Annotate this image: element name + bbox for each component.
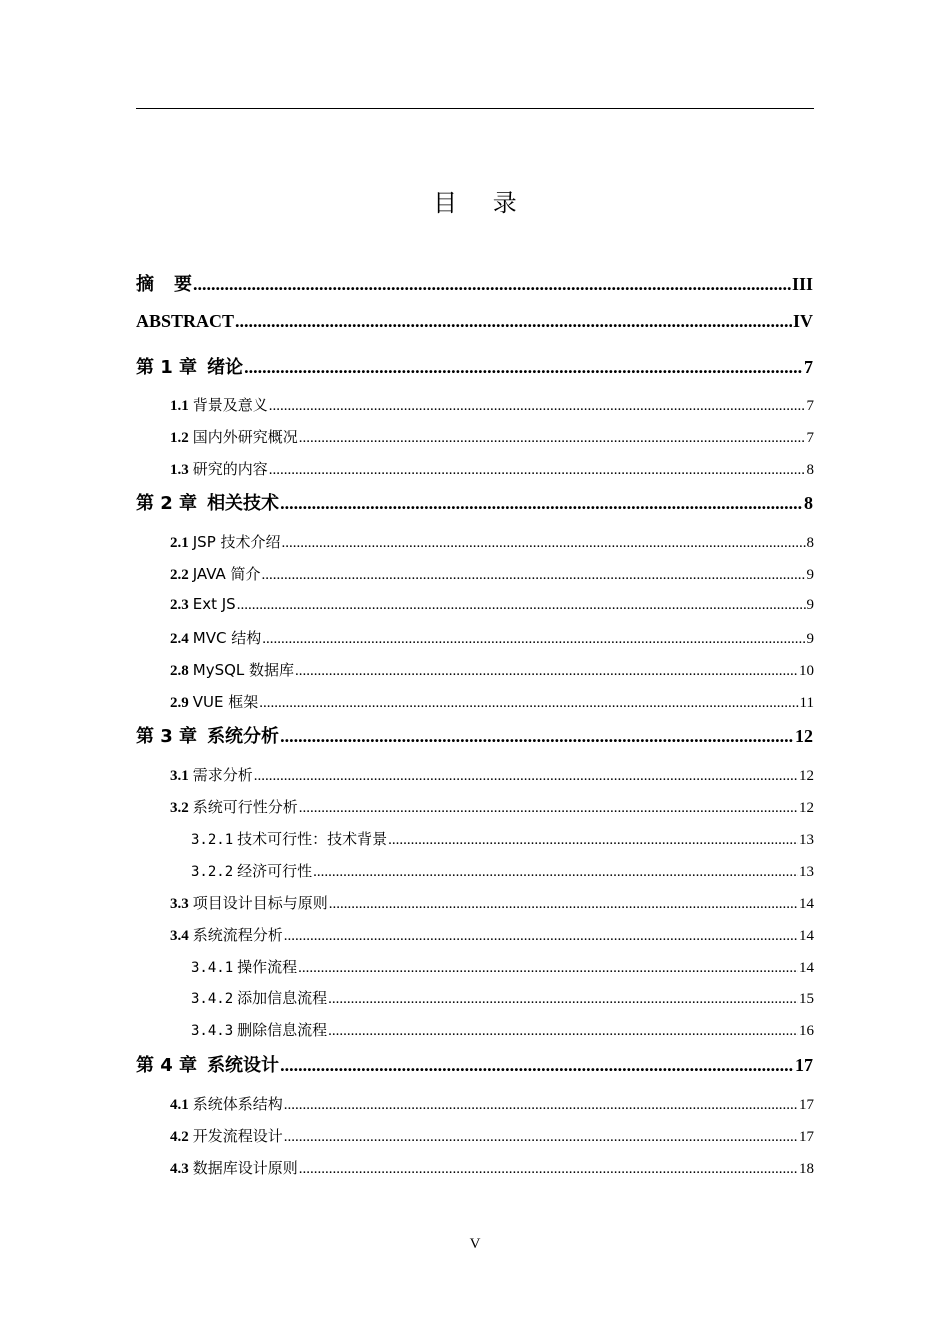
toc-leader-dots — [269, 398, 806, 415]
toc-leader-dots — [282, 535, 806, 552]
toc-entry-page: 9 — [806, 631, 814, 647]
toc-entry-title: 经济可行性 — [237, 862, 313, 880]
toc-entry-title: 绪论 — [207, 357, 244, 378]
toc-entry-page: 14 — [799, 896, 814, 912]
toc-entry-label — [170, 426, 298, 447]
toc-leader-dots — [193, 274, 791, 295]
toc-entry-label — [191, 956, 297, 977]
toc-entry[interactable] — [191, 860, 814, 881]
toc-entry-title: 背景及意义 — [192, 396, 268, 414]
toc-entry-number: 第 4 章 — [136, 1055, 198, 1076]
toc-entry-label — [191, 1019, 327, 1040]
toc-entry-number: 3.2.1 — [191, 832, 234, 848]
toc-entry-title: 国内外研究概况 — [192, 428, 298, 446]
toc-entry-number: 第 1 章 — [136, 357, 198, 378]
toc-entry-page: 17 — [795, 1055, 813, 1075]
toc-entry-number: 4.2 — [170, 1129, 189, 1145]
toc-leader-dots — [235, 311, 792, 332]
toc-entry-label — [191, 828, 387, 849]
toc-entry-number: 3.4.1 — [191, 960, 234, 976]
toc-entry-title: 系统体系结构 — [192, 1095, 283, 1113]
toc-leader-dots — [259, 695, 798, 712]
toc-entry-label — [170, 1093, 283, 1114]
toc-entry[interactable] — [191, 956, 814, 977]
toc-entry-label — [170, 1157, 298, 1178]
toc-entry-title: 需求分析 — [192, 766, 253, 784]
toc-entry-number: 摘 — [136, 274, 154, 295]
toc-entry-label — [170, 892, 328, 913]
toc-leader-dots — [388, 832, 798, 849]
toc-entry-number: 4.1 — [170, 1097, 189, 1113]
toc-entry-page: 7 — [806, 398, 814, 414]
header-rule — [136, 108, 814, 109]
toc-entry-number: 2.4 — [170, 631, 189, 647]
toc-leader-dots — [313, 864, 798, 881]
toc-entry-number: 1.3 — [170, 462, 189, 478]
toc-entry-title: 开发流程设计 — [192, 1127, 283, 1145]
toc-entry-title: 操作流程 — [237, 958, 298, 976]
toc-entry-number: 1.1 — [170, 398, 189, 414]
toc-entry[interactable] — [170, 764, 814, 785]
toc-entry-page: IV — [792, 311, 813, 331]
toc-leader-dots — [299, 800, 798, 817]
toc-entry-number: 2.8 — [170, 663, 189, 679]
toc-leader-dots — [328, 991, 798, 1008]
toc-leader-dots — [269, 462, 806, 479]
toc-entry[interactable] — [170, 796, 814, 817]
toc-entry-page: 7 — [806, 430, 814, 446]
toc-leader-dots — [329, 896, 798, 913]
toc-entry-label — [170, 595, 236, 614]
toc-entry-title: 系统流程分析 — [192, 926, 283, 944]
toc-leader-dots — [280, 493, 803, 514]
toc-leader-dots — [299, 1161, 798, 1178]
toc-entry-number: 3.3 — [170, 896, 189, 912]
toc-leader-dots — [244, 357, 803, 378]
toc-entry-title: 数据库设计原则 — [192, 1159, 298, 1177]
toc-entry-label — [136, 270, 192, 296]
toc-entry-number: 3.2 — [170, 800, 189, 816]
toc-entry-number: 3.4.3 — [191, 1023, 234, 1039]
toc-entry-page: 14 — [799, 928, 814, 944]
toc-entry-title: 相关技术 — [207, 493, 280, 514]
toc-entry-number: 第 3 章 — [136, 726, 198, 747]
toc-entry-label — [170, 764, 253, 785]
toc-entry-label — [136, 722, 279, 748]
toc-entry-page: 8 — [804, 493, 813, 513]
toc-entry-page: 16 — [799, 1023, 814, 1039]
toc-entry-page: 14 — [799, 960, 814, 976]
toc-entry[interactable] — [136, 722, 813, 748]
toc-entry-label — [170, 924, 283, 945]
toc-leader-dots — [284, 928, 798, 945]
toc-entry[interactable] — [170, 1157, 814, 1178]
toc-entry-page: 11 — [799, 695, 814, 711]
toc-entry-label — [170, 627, 261, 648]
toc-entry-label — [170, 394, 268, 415]
toc-entry-label — [170, 531, 281, 552]
toc-entry[interactable] — [170, 458, 814, 479]
toc-entry-label — [136, 311, 234, 332]
toc-entry-page: 9 — [806, 597, 814, 613]
toc-entry[interactable] — [170, 531, 814, 552]
toc-entry[interactable] — [136, 270, 813, 296]
toc-entry[interactable] — [170, 394, 814, 415]
toc-entry-title: MVC 结构 — [192, 629, 262, 647]
toc-entry-label — [170, 1125, 283, 1146]
toc-entry-page: 7 — [804, 357, 813, 377]
toc-entry-title: MySQL 数据库 — [192, 661, 295, 679]
toc-entry[interactable] — [170, 691, 814, 712]
toc-entry-number: 第 2 章 — [136, 493, 198, 514]
page-title: 目 录 — [433, 189, 531, 217]
toc-entry[interactable] — [191, 1019, 814, 1040]
toc-entry-label — [170, 563, 261, 584]
toc-leader-dots — [237, 597, 806, 614]
toc-entry-page: 17 — [799, 1097, 814, 1113]
toc-entry-page: 13 — [799, 832, 814, 848]
toc-entry-label — [170, 458, 268, 479]
toc-entry[interactable] — [191, 987, 814, 1008]
toc-entry-title: JAVA 简介 — [192, 565, 261, 583]
toc-entry-title: 项目设计目标与原则 — [192, 894, 328, 912]
toc-entry-page: 9 — [806, 567, 814, 583]
toc-entry-title: 系统分析 — [207, 726, 280, 747]
toc-leader-dots — [298, 960, 798, 977]
toc-entry[interactable] — [170, 627, 814, 648]
toc-entry-page: 8 — [806, 535, 814, 551]
toc-leader-dots — [328, 1023, 798, 1040]
toc-entry-title: JSP 技术介绍 — [192, 533, 281, 551]
toc-entry[interactable] — [170, 924, 814, 945]
toc-entry-title: 系统设计 — [207, 1055, 280, 1076]
toc-entry-label — [136, 489, 279, 515]
toc-entry-label — [136, 1051, 279, 1077]
toc-entry-label — [170, 796, 298, 817]
toc-entry[interactable] — [170, 426, 814, 447]
toc-entry-page: 12 — [799, 800, 814, 816]
toc-entry-title: 要 — [174, 274, 192, 295]
toc-entry-page: 15 — [799, 991, 814, 1007]
toc-entry[interactable] — [136, 489, 813, 515]
toc-entry[interactable] — [170, 892, 814, 913]
toc-leader-dots — [284, 1097, 798, 1114]
toc-entry-page: 8 — [806, 462, 814, 478]
toc-entry-page: 17 — [799, 1129, 814, 1145]
toc-entry-title: 研究的内容 — [192, 460, 268, 478]
toc-entry-title: 删除信息流程 — [237, 1021, 328, 1039]
toc-entry-number: 3.4 — [170, 928, 189, 944]
toc-leader-dots — [284, 1129, 798, 1146]
toc-entry-title: Ext JS — [192, 595, 236, 613]
toc-entry-label — [170, 691, 258, 712]
toc-leader-dots — [254, 768, 798, 785]
toc-entry-label — [191, 860, 312, 881]
toc-entry-number: 1.2 — [170, 430, 189, 446]
toc-leader-dots — [262, 631, 805, 648]
toc-leader-dots — [299, 430, 806, 447]
toc-entry-page: 13 — [799, 864, 814, 880]
toc-leader-dots — [280, 726, 794, 747]
toc-entry-number: 4.3 — [170, 1161, 189, 1177]
toc-entry[interactable] — [170, 595, 814, 614]
toc-entry-number: 3.1 — [170, 768, 189, 784]
toc-entry[interactable] — [170, 659, 814, 680]
toc-entry-title: VUE 框架 — [192, 693, 259, 711]
toc-entry-label — [136, 353, 243, 379]
toc-entry-title: ABSTRACT — [136, 311, 235, 331]
toc-entry-title: 添加信息流程 — [237, 989, 328, 1007]
toc-entry-number: 3.2.2 — [191, 864, 234, 880]
page-number: V — [469, 1236, 481, 1252]
toc-entry[interactable] — [170, 1093, 814, 1114]
toc-leader-dots — [280, 1055, 794, 1076]
toc-entry[interactable] — [136, 311, 813, 332]
toc-entry-title: 系统可行性分析 — [192, 798, 298, 816]
toc-entry-title: 技术可行性：技术背景 — [237, 830, 388, 848]
toc-entry-page: 12 — [799, 768, 814, 784]
toc-entry-number: 3.4.2 — [191, 991, 234, 1007]
toc-entry-label — [170, 659, 294, 680]
toc-entry-number: 2.2 — [170, 567, 189, 583]
toc-leader-dots — [262, 567, 806, 584]
toc-entry-page: 18 — [799, 1161, 814, 1177]
toc-entry[interactable] — [170, 1125, 814, 1146]
toc-entry[interactable] — [170, 563, 814, 584]
toc-entry[interactable] — [191, 828, 814, 849]
toc-entry-number: 2.1 — [170, 535, 189, 551]
toc-entry-number: 2.3 — [170, 597, 189, 613]
toc-entry-page: 10 — [799, 663, 814, 679]
toc-entry-page: 12 — [795, 726, 813, 746]
toc-entry-page: III — [791, 274, 813, 294]
toc-entry[interactable] — [136, 353, 813, 379]
toc-leader-dots — [295, 663, 798, 680]
toc-entry[interactable] — [136, 1051, 813, 1077]
toc-entry-number: 2.9 — [170, 695, 189, 711]
toc-entry-label — [191, 987, 327, 1008]
